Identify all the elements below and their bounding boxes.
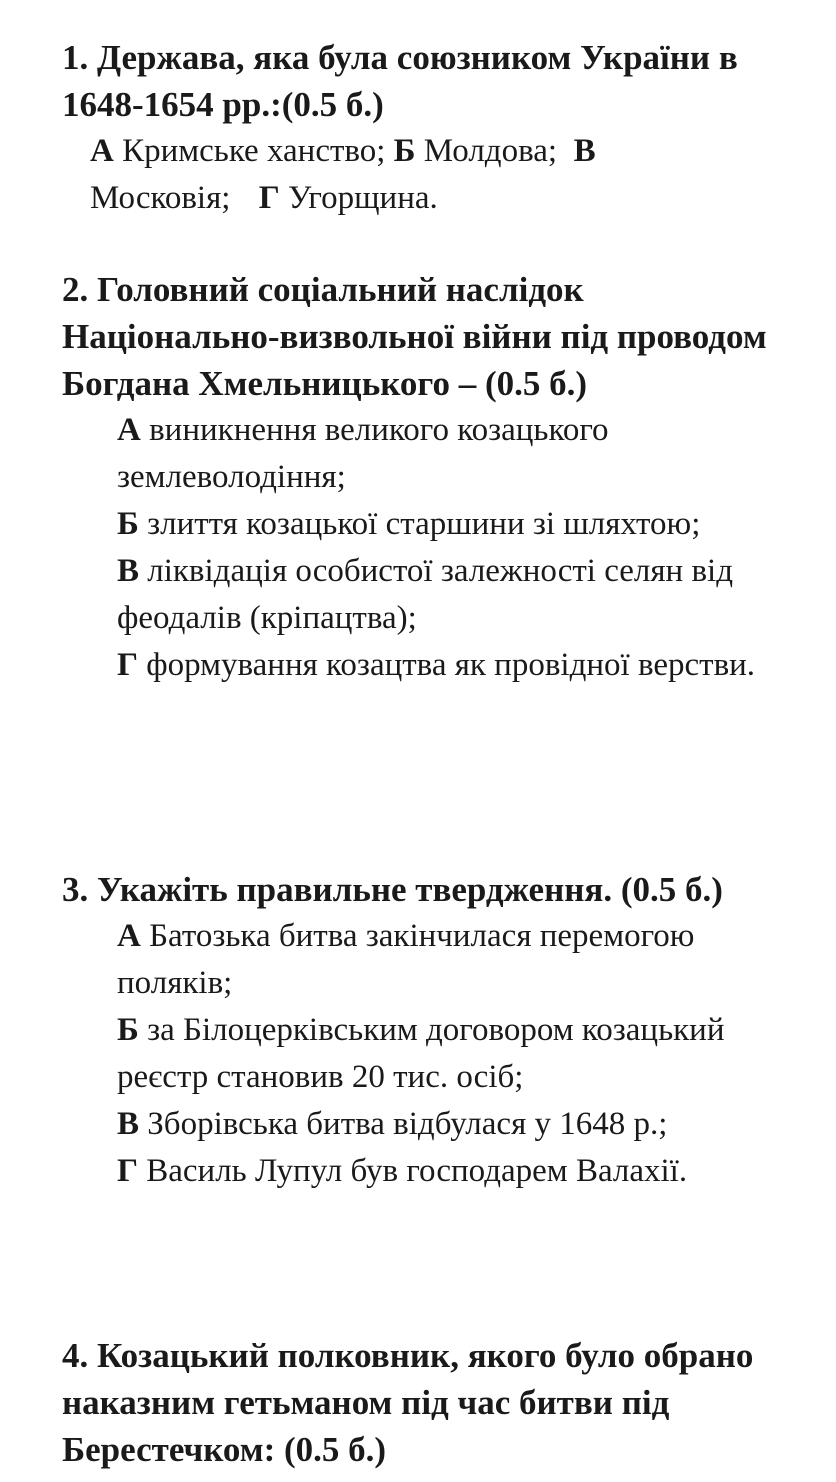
option-3-d[interactable] [117,1148,797,1195]
question-3-options [62,913,797,1195]
option-text: Кримське ханство; [122,133,386,169]
question-3 [62,866,792,1195]
option-text: Московія; [90,180,231,216]
option-text: Василь Лупул був господарем Валахії. [146,1153,688,1189]
option-1-d[interactable] [259,180,438,216]
option-text: Зборівська битва відбулася у 1648 р.; [147,1106,668,1142]
option-letter: В [117,553,140,589]
option-3-b[interactable] [117,1007,797,1101]
question-3-title: 3. Укажіть правильне твердження. (0.5 б.) [62,870,723,909]
option-text: Молдова; [423,133,558,169]
option-3-a[interactable] [117,913,797,1007]
option-text: за Білоцерківським договором козацький реєстр становив 20 тис. осіб; [117,1012,725,1095]
question-2-title: 2. Головний соціальний наслідок Національно-визвольної війни під проводом Богдана Хмельницького – (0.5 б.) [62,270,767,403]
option-text: злиття козацької старшини зі шляхтою; [147,506,701,542]
question-1-title: 1. Держава, яка була союзником України в 1648-1654 рр.:(0.5 б.) [62,38,738,124]
option-text: Батозька битва закінчилася перемогою поляків; [117,918,695,1001]
question-2-options [62,407,797,689]
option-letter: А [90,133,114,169]
option-text: формування козацтва як провідної верстви. [146,647,756,683]
option-letter: Г [258,180,280,216]
option-1-a[interactable] [90,133,385,169]
option-text: виникнення великого козацького землеволодіння; [117,412,609,495]
option-text: Угорщина. [287,180,438,216]
option-letter: Б [393,133,416,169]
option-letter: В [573,133,596,169]
option-letter: Б [117,1012,139,1048]
option-letter: А [117,918,141,954]
option-3-c[interactable] [117,1101,797,1148]
question-2 [62,266,792,689]
option-2-a[interactable] [117,407,797,501]
option-letter: Г [117,1153,138,1189]
option-2-d[interactable] [117,642,797,689]
option-2-c[interactable] [117,548,797,642]
question-4-title: 4. Козацький полковник, якого було обрано наказним гетьманом під час битви під Берестечком: (0.5 б.) [62,1336,754,1469]
question-4 [62,1332,792,1473]
option-text: ліквідація особистої залежності селян від феодалів (кріпацтва); [117,553,733,636]
option-2-b[interactable] [117,501,797,548]
option-letter: Г [117,647,138,683]
option-letter: В [117,1106,140,1142]
option-letter: А [117,412,141,448]
question-1 [62,34,792,222]
option-1-b[interactable] [394,133,557,169]
question-1-options [62,128,730,222]
option-letter: Б [117,506,139,542]
